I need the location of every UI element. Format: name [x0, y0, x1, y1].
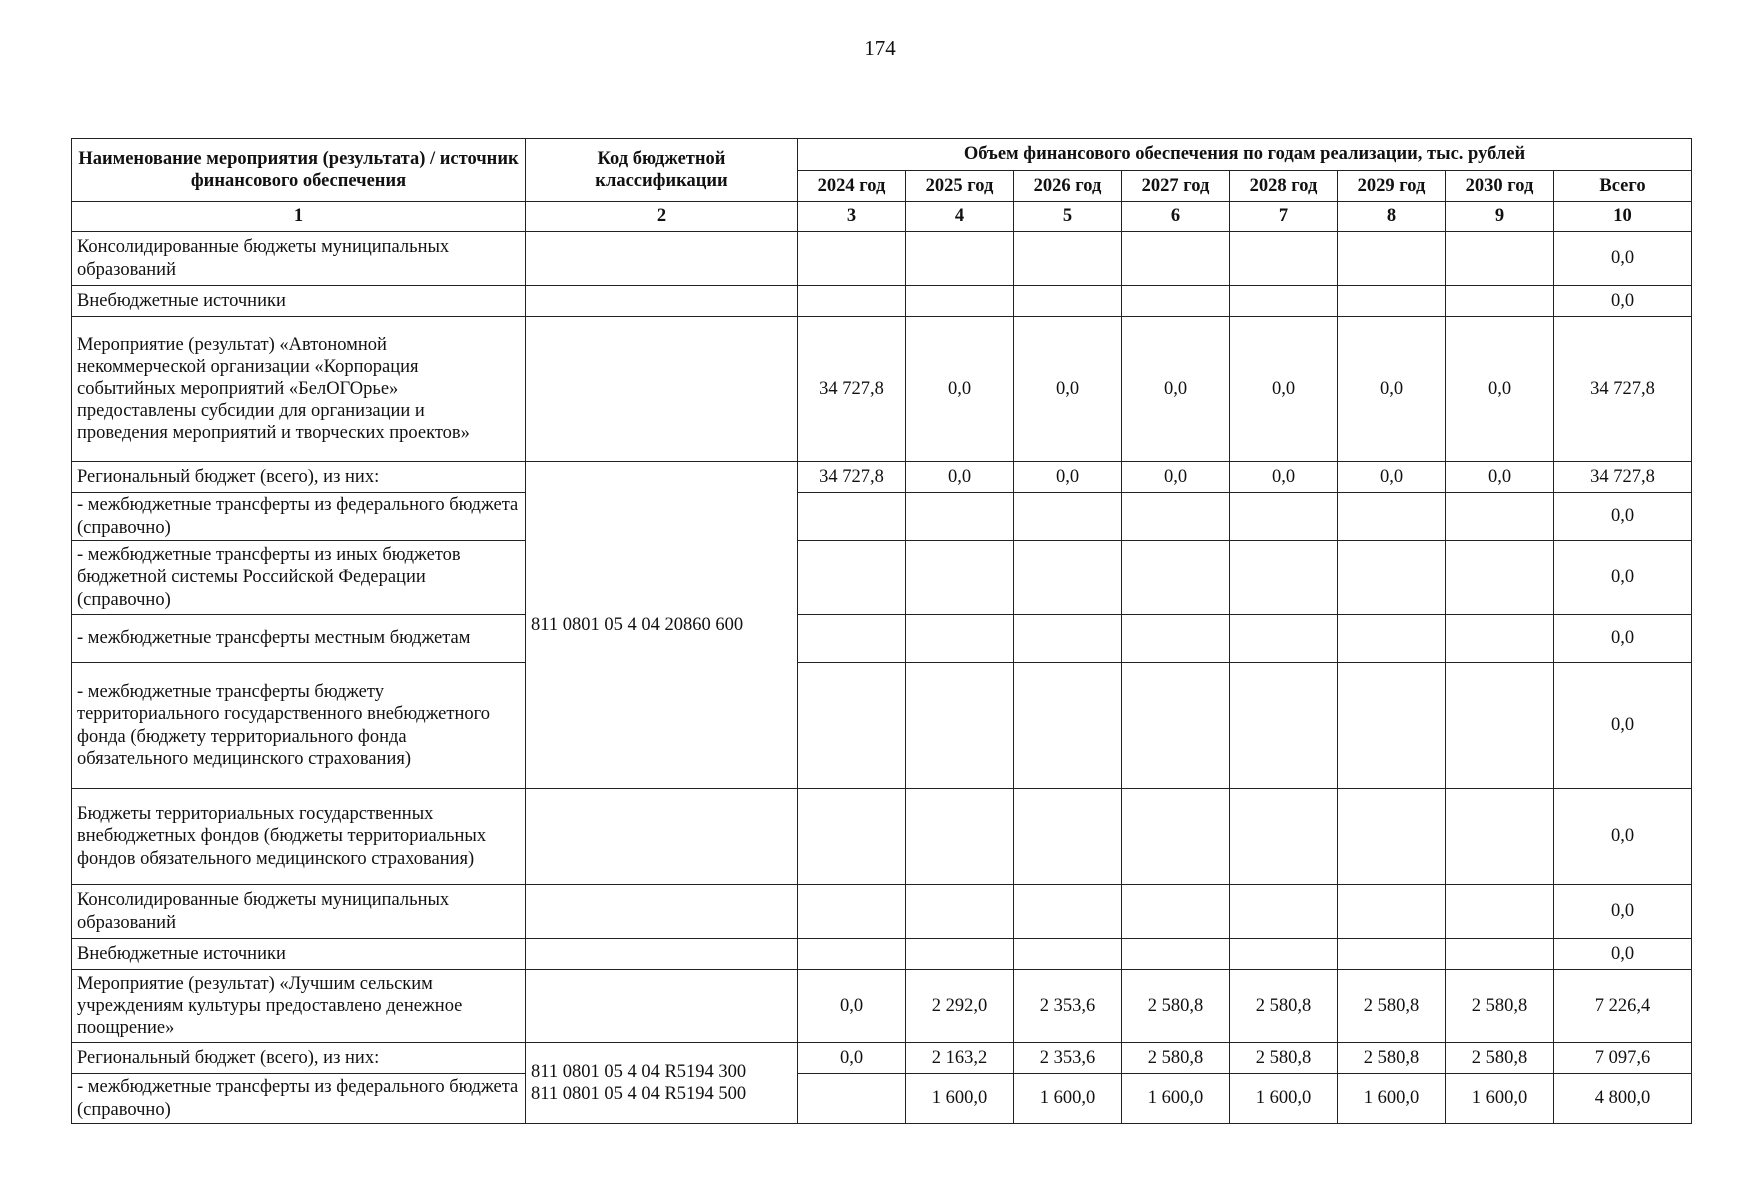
- row-value: 0,0: [1338, 462, 1446, 493]
- column-number: 8: [1338, 202, 1446, 232]
- row-name: Бюджеты территориальных государственных внебюджетных фондов (бюджеты территориальных фондов обязательного медицинского страхования): [72, 789, 526, 885]
- row-value: [906, 541, 1014, 615]
- row-value: [1446, 493, 1554, 541]
- row-value: [1338, 286, 1446, 317]
- row-code: [526, 286, 798, 317]
- row-total: 0,0: [1554, 615, 1692, 663]
- row-value: [798, 493, 906, 541]
- budget-code-line: 811 0801 05 4 04 R5194 500: [531, 1084, 747, 1104]
- financing-table: [71, 138, 1692, 1124]
- row-value: 0,0: [906, 317, 1014, 462]
- row-value: [1122, 885, 1230, 939]
- row-value: [1122, 789, 1230, 885]
- row-name: Внебюджетные источники: [72, 286, 526, 317]
- row-code: [526, 789, 798, 885]
- row-value: [798, 1074, 906, 1124]
- budget-code: [526, 1043, 798, 1124]
- row-value: [1446, 541, 1554, 615]
- row-value: [1230, 789, 1338, 885]
- row-value: [1446, 232, 1554, 286]
- table-row: [72, 541, 1692, 615]
- row-value: 0,0: [1446, 462, 1554, 493]
- column-number: 2: [526, 202, 798, 232]
- row-value: [906, 885, 1014, 939]
- row-name: - межбюджетные трансферты из иных бюджетов бюджетной системы Российской Федерации (справочно): [72, 541, 526, 615]
- table-row: [72, 663, 1692, 789]
- row-name: - межбюджетные трансферты из федерального бюджета (справочно): [72, 1074, 526, 1124]
- row-total: 34 727,8: [1554, 317, 1692, 462]
- row-value: [1446, 789, 1554, 885]
- row-value: [1446, 939, 1554, 970]
- table-row: [72, 885, 1692, 939]
- row-value: 2 580,8: [1338, 970, 1446, 1043]
- header-year: 2026 год: [1014, 171, 1122, 202]
- row-value: 2 292,0: [906, 970, 1014, 1043]
- row-value: 2 580,8: [1122, 1043, 1230, 1074]
- row-value: 1 600,0: [906, 1074, 1014, 1124]
- row-value: [1014, 232, 1122, 286]
- row-value: [906, 615, 1014, 663]
- table-row: [72, 615, 1692, 663]
- row-value: [1338, 663, 1446, 789]
- table-row: [72, 232, 1692, 286]
- budget-code: 811 0801 05 4 04 20860 600: [526, 462, 798, 789]
- row-name: - межбюджетные трансферты из федерального бюджета (справочно): [72, 493, 526, 541]
- row-value: [1446, 663, 1554, 789]
- row-total: 34 727,8: [1554, 462, 1692, 493]
- header-name: Наименование мероприятия (результата) / источник финансового обеспечения: [72, 139, 526, 202]
- column-number: 3: [798, 202, 906, 232]
- row-value: 1 600,0: [1446, 1074, 1554, 1124]
- row-name: Консолидированные бюджеты муниципальных образований: [72, 885, 526, 939]
- row-value: [1338, 789, 1446, 885]
- header-year: 2029 год: [1338, 171, 1446, 202]
- column-number: 10: [1554, 202, 1692, 232]
- row-value: [1014, 663, 1122, 789]
- row-value: [906, 286, 1014, 317]
- row-value: [798, 663, 906, 789]
- row-value: 0,0: [1014, 462, 1122, 493]
- row-value: [1338, 493, 1446, 541]
- column-number: 6: [1122, 202, 1230, 232]
- row-total: 4 800,0: [1554, 1074, 1692, 1124]
- row-value: [906, 939, 1014, 970]
- row-name: Мероприятие (результат) «Автономной некоммерческой организации «Корпорация событийных мероприятий «БелОГОрье» предоставлены субсидии для организации и проведения мероприятий и творческих проектов»: [72, 317, 526, 462]
- column-number: 4: [906, 202, 1014, 232]
- row-value: [1122, 541, 1230, 615]
- column-number: 7: [1230, 202, 1338, 232]
- row-value: 0,0: [798, 1043, 906, 1074]
- row-value: 2 163,2: [906, 1043, 1014, 1074]
- row-value: 2 580,8: [1338, 1043, 1446, 1074]
- row-value: 2 580,8: [1446, 970, 1554, 1043]
- row-total: 0,0: [1554, 541, 1692, 615]
- row-value: [1230, 939, 1338, 970]
- row-total: 7 226,4: [1554, 970, 1692, 1043]
- row-value: [798, 286, 906, 317]
- row-name: - межбюджетные трансферты бюджету территориального государственного внебюджетного фонда (бюджету территориального фонда обязательного медицинского страхования): [72, 663, 526, 789]
- row-value: [1446, 615, 1554, 663]
- column-number: 9: [1446, 202, 1554, 232]
- row-value: [906, 232, 1014, 286]
- row-value: [798, 232, 906, 286]
- row-value: [1230, 663, 1338, 789]
- row-value: [1122, 286, 1230, 317]
- row-value: [1014, 789, 1122, 885]
- row-code: [526, 939, 798, 970]
- row-code: [526, 317, 798, 462]
- row-total: 0,0: [1554, 885, 1692, 939]
- row-value: [1230, 541, 1338, 615]
- table-row: [72, 789, 1692, 885]
- row-value: [1338, 232, 1446, 286]
- row-value: 0,0: [1230, 317, 1338, 462]
- row-value: [798, 885, 906, 939]
- row-value: 0,0: [1014, 317, 1122, 462]
- row-value: [1014, 541, 1122, 615]
- header-year: 2024 год: [798, 171, 906, 202]
- row-value: 2 353,6: [1014, 1043, 1122, 1074]
- row-value: [798, 939, 906, 970]
- row-value: [1338, 939, 1446, 970]
- row-value: 1 600,0: [1338, 1074, 1446, 1124]
- row-value: 34 727,8: [798, 462, 906, 493]
- row-code: [526, 232, 798, 286]
- row-total: 7 097,6: [1554, 1043, 1692, 1074]
- row-value: [1230, 615, 1338, 663]
- row-value: 1 600,0: [1014, 1074, 1122, 1124]
- row-value: 2 580,8: [1122, 970, 1230, 1043]
- row-value: 0,0: [1338, 317, 1446, 462]
- header-year: 2028 год: [1230, 171, 1338, 202]
- row-value: [1122, 493, 1230, 541]
- row-value: [1230, 232, 1338, 286]
- row-name: Региональный бюджет (всего), из них:: [72, 462, 526, 493]
- table-row: [72, 317, 1692, 462]
- table-row: [72, 1074, 1692, 1124]
- row-total: 0,0: [1554, 663, 1692, 789]
- column-number: 5: [1014, 202, 1122, 232]
- row-value: [906, 663, 1014, 789]
- page-number: 174: [864, 36, 896, 60]
- row-value: 0,0: [1230, 462, 1338, 493]
- row-name: Консолидированные бюджеты муниципальных образований: [72, 232, 526, 286]
- row-total: 0,0: [1554, 493, 1692, 541]
- row-name: Внебюджетные источники: [72, 939, 526, 970]
- row-name: Региональный бюджет (всего), из них:: [72, 1043, 526, 1074]
- column-number: 1: [72, 202, 526, 232]
- row-value: [906, 493, 1014, 541]
- header-total: Всего: [1554, 171, 1692, 202]
- row-value: [1014, 493, 1122, 541]
- header-code: Код бюджетной классификации: [526, 139, 798, 202]
- row-value: [1230, 885, 1338, 939]
- row-value: [1338, 541, 1446, 615]
- row-value: [1446, 885, 1554, 939]
- row-total: 0,0: [1554, 286, 1692, 317]
- row-value: [1122, 939, 1230, 970]
- row-value: 0,0: [1122, 462, 1230, 493]
- row-value: [1338, 615, 1446, 663]
- row-total: 0,0: [1554, 939, 1692, 970]
- row-value: [1014, 286, 1122, 317]
- table-row: [72, 1043, 1692, 1074]
- row-value: [1122, 615, 1230, 663]
- row-value: [1446, 286, 1554, 317]
- row-code: [526, 885, 798, 939]
- row-value: 0,0: [1122, 317, 1230, 462]
- row-value: [1122, 663, 1230, 789]
- table-row: [72, 939, 1692, 970]
- row-value: [798, 615, 906, 663]
- row-value: [798, 789, 906, 885]
- header-year: 2025 год: [906, 171, 1014, 202]
- row-value: [1014, 939, 1122, 970]
- table-row: [72, 493, 1692, 541]
- row-total: 0,0: [1554, 232, 1692, 286]
- row-value: [1338, 885, 1446, 939]
- row-value: 1 600,0: [1230, 1074, 1338, 1124]
- row-value: [798, 541, 906, 615]
- header-year: 2027 год: [1122, 171, 1230, 202]
- row-value: [1230, 493, 1338, 541]
- table-row: [72, 970, 1692, 1043]
- table-row: [72, 462, 1692, 493]
- row-value: [906, 789, 1014, 885]
- row-value: [1230, 286, 1338, 317]
- row-name: - межбюджетные трансферты местным бюджетам: [72, 615, 526, 663]
- column-number-row: [72, 202, 1692, 232]
- row-value: 2 580,8: [1446, 1043, 1554, 1074]
- row-value: 2 580,8: [1230, 1043, 1338, 1074]
- row-value: [1122, 232, 1230, 286]
- header-year: 2030 год: [1446, 171, 1554, 202]
- row-value: 34 727,8: [798, 317, 906, 462]
- row-value: 0,0: [1446, 317, 1554, 462]
- row-value: 0,0: [906, 462, 1014, 493]
- row-value: 2 580,8: [1230, 970, 1338, 1043]
- budget-code-line: 811 0801 05 4 04 R5194 300: [531, 1061, 747, 1082]
- row-name: Мероприятие (результат) «Лучшим сельским учреждениям культуры предоставлено денежное поощрение»: [72, 970, 526, 1043]
- row-value: 1 600,0: [1122, 1074, 1230, 1124]
- table-row: [72, 286, 1692, 317]
- row-value: [1014, 885, 1122, 939]
- row-value: [1014, 615, 1122, 663]
- row-code: [526, 970, 798, 1043]
- row-total: 0,0: [1554, 789, 1692, 885]
- row-value: 2 353,6: [1014, 970, 1122, 1043]
- header-group: Объем финансового обеспечения по годам реализации, тыс. рублей: [798, 139, 1692, 171]
- row-value: 0,0: [798, 970, 906, 1043]
